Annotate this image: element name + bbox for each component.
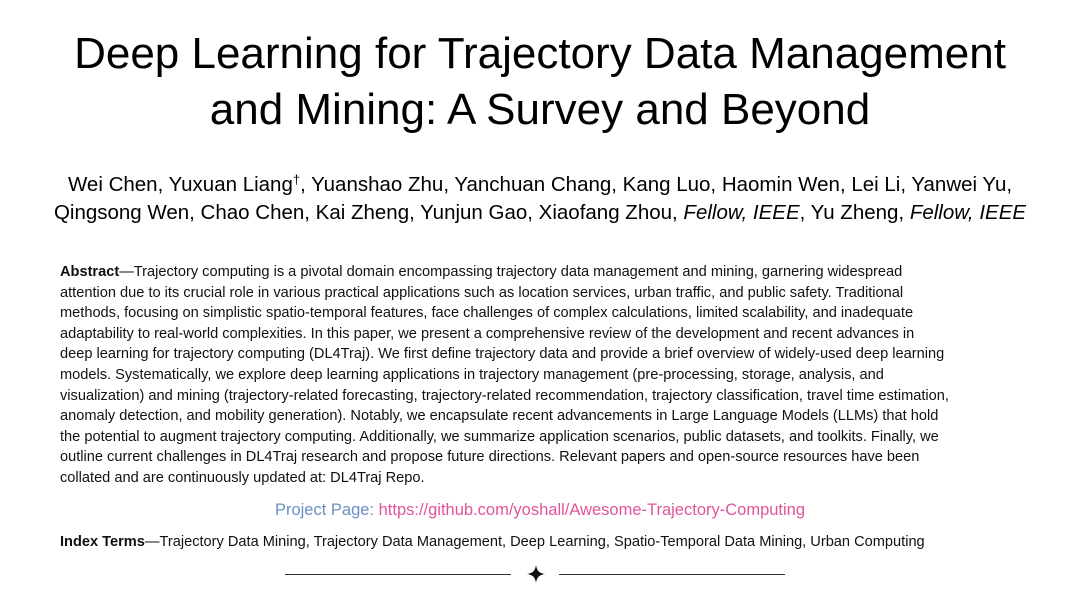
abstract-line: methods, focusing on simplistic spatio-temporal features, face challenges of complex calculations, limited scalability, and inadequate [60, 305, 914, 322]
corresponding-author-mark: † [292, 172, 301, 187]
abstract-line: collated and are continuously updated at: DL4Traj Repo. [60, 469, 425, 486]
author-names-d: , Yu Zheng, [799, 201, 910, 224]
abstract-line: the potential to augment trajectory computing. Additionally, we summarize application scenarios, public datasets, and toolkits. Finally, we [60, 428, 939, 445]
abstract-line: anomaly detection, and mobility generation). Notably, we encapsulate recent advancements in Large Language Models (LLMs) that hold [60, 408, 939, 425]
project-page [0, 499, 1080, 521]
abstract-line: adaptability to real-world complexities. In this paper, we present a comprehensive review of the development and recent advances in [60, 325, 915, 342]
abstract-line: outline current challenges in DL4Traj research and propose future directions. Relevant papers and open-source resources have been [60, 449, 920, 466]
project-page-link[interactable]: https://github.com/yoshall/Awesome-Trajectory-Computing [378, 501, 806, 519]
author-list [10, 171, 1070, 227]
abstract-line: models. Systematically, we explore deep learning applications in trajectory management (pre-processing, storage, analysis, and [60, 366, 884, 383]
title-line-2: and Mining: A Survey and Beyond [209, 85, 871, 134]
project-page-label: Project Page: [274, 501, 379, 519]
abstract [60, 262, 1022, 489]
four-point-star-icon [526, 564, 546, 584]
author-names-a: Wei Chen, Yuxuan Liang [67, 173, 293, 196]
author-names-c: Qingsong Wen, Chao Chen, Kai Zheng, Yunjun Gao, Xiaofang Zhou, [53, 201, 684, 224]
index-terms-label: Index Terms [60, 534, 145, 550]
abstract-text: —Trajectory computing is a pivotal domain encompassing trajectory data management and mining, garnering widespread [119, 264, 903, 280]
index-terms [60, 532, 1040, 552]
fellow-title-1: Fellow, IEEE [683, 201, 800, 224]
paper-title [0, 26, 1080, 138]
author-line-1 [10, 171, 1070, 199]
author-line-2 [10, 199, 1070, 227]
abstract-line [60, 262, 1022, 283]
index-terms-text: —Trajectory Data Mining, Trajectory Data Management, Deep Learning, Spatio-Temporal Data Mining, Urban Computing [144, 534, 925, 550]
author-names-b: , Yuanshao Zhu, Yanchuan Chang, Kang Luo, Haomin Wen, Lei Li, Yanwei Yu, [300, 173, 1013, 196]
abstract-line: deep learning for trajectory computing (DL4Traj). We first define trajectory data and provide a brief overview of widely-used deep learning [60, 346, 945, 363]
abstract-line: visualization) and mining (trajectory-related forecasting, trajectory-related recommendation, trajectory classification, travel time estimation, [60, 387, 949, 404]
abstract-label: Abstract [60, 264, 120, 280]
divider-line-right [559, 574, 785, 575]
divider-line-left [285, 574, 511, 575]
title-line-1: Deep Learning for Trajectory Data Management [74, 29, 1006, 78]
abstract-line: attention due to its crucial role in various practical applications such as location services, urban traffic, and public safety. Traditional [60, 284, 904, 301]
fellow-title-2: Fellow, IEEE [909, 201, 1027, 224]
